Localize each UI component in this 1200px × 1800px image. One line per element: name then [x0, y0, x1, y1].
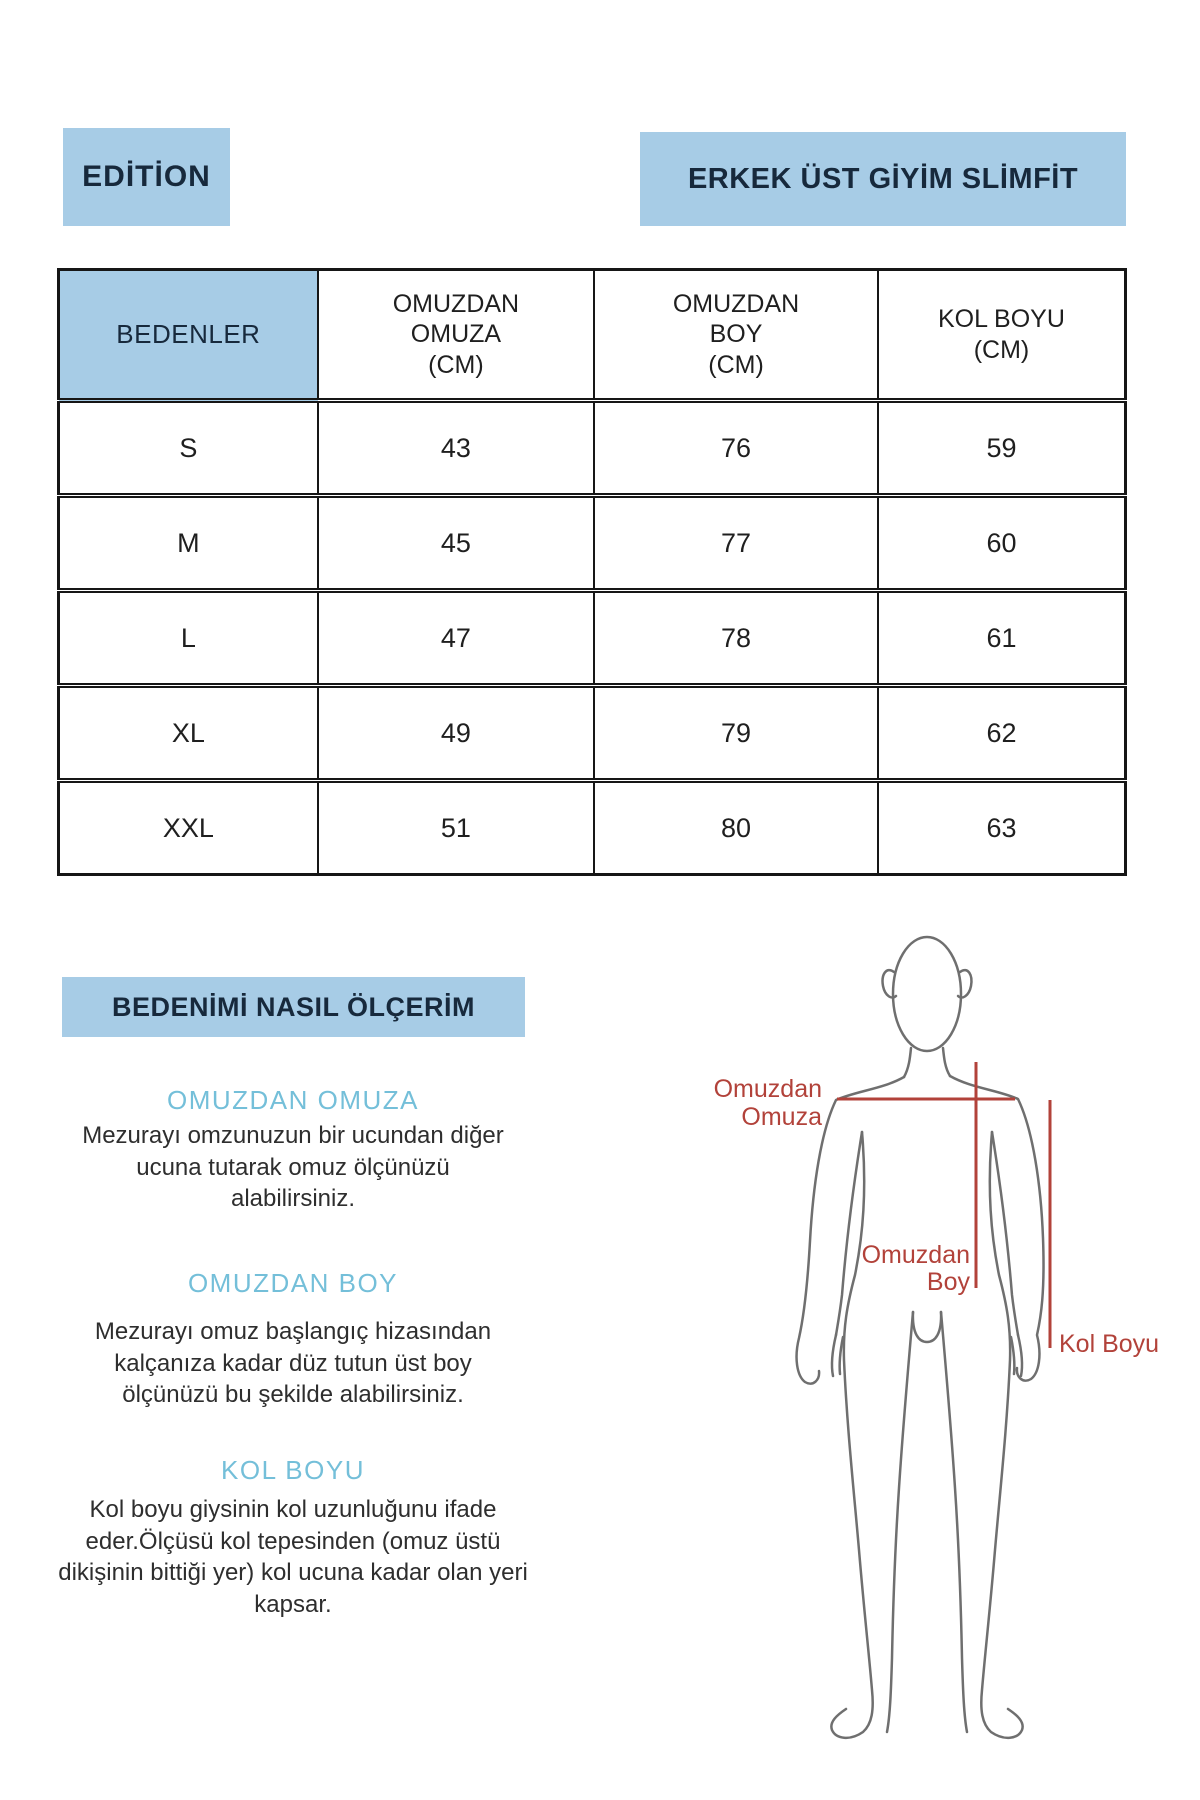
arm-cell: 63 — [878, 781, 1126, 875]
body-outline — [797, 937, 1044, 1738]
header-label: OMUZA — [410, 320, 502, 349]
size-cell: L — [59, 591, 318, 686]
column-header-bedenler — [59, 270, 318, 401]
right-inner-leg — [941, 1312, 967, 1732]
size-table-header-row — [59, 270, 1126, 401]
head-outline — [893, 937, 961, 1051]
shoulder-label-line1: Omuzdan — [713, 1075, 822, 1103]
shoulder-label-line2: Omuza — [741, 1103, 822, 1131]
right-hand-finger — [1018, 1335, 1022, 1376]
header-label: BOY — [709, 320, 763, 349]
shoulder-cell: 43 — [318, 401, 594, 496]
arm-length-label: Kol Boyu — [1059, 1330, 1160, 1358]
right-torso-leg-outline — [981, 1132, 1022, 1738]
length-label-line1: Omuzdan — [861, 1241, 970, 1269]
category-badge — [640, 132, 1126, 226]
length-cell: 79 — [594, 686, 878, 781]
length-cell: 76 — [594, 401, 878, 496]
section-body-omuzdan-omuza — [50, 1120, 536, 1215]
arm-cell: 61 — [878, 591, 1126, 686]
section-heading-omuzdan-boy: OMUZDAN BOY — [187, 1268, 399, 1298]
shoulder-cell: 49 — [318, 686, 594, 781]
size-cell: S — [59, 401, 318, 496]
arm-cell: 62 — [878, 686, 1126, 781]
length-cell: 77 — [594, 496, 878, 591]
brand-name: EDİTİON — [82, 160, 211, 193]
length-cell: 80 — [594, 781, 878, 875]
section-body-text: Kol boyu giysinin kol uzunluğunu ifade eder.Ölçüsü kol tepesinden (omuz üstü dikişinin bittiği yer) kol ucuna kadar olan yeri kapsar. — [58, 1496, 528, 1619]
table-row-s — [59, 401, 1126, 496]
column-header-omuzdan-omuza — [318, 270, 594, 401]
brand-badge — [63, 128, 230, 226]
crotch-outline — [913, 1312, 941, 1342]
left-torso-leg-outline — [831, 1132, 872, 1738]
shoulder-cell: 51 — [318, 781, 594, 875]
neck-left — [904, 1048, 911, 1077]
left-hand-finger — [832, 1335, 836, 1376]
size-cell: XXL — [59, 781, 318, 875]
size-table — [57, 268, 1127, 876]
table-row-xl — [59, 686, 1126, 781]
header-label: OMUZDAN — [672, 289, 800, 318]
header-label: KOL BOYU — [938, 305, 1065, 333]
column-header-kol-boyu — [878, 270, 1126, 401]
header-unit: (CM) — [708, 350, 764, 379]
section-heading-omuzdan-omuza: OMUZDAN OMUZA — [166, 1085, 420, 1115]
category-title: ERKEK ÜST GİYİM SLİMFİT — [687, 162, 1079, 195]
left-hand-finger — [840, 1337, 843, 1374]
neck-right — [943, 1048, 950, 1076]
table-row-l — [59, 591, 1126, 686]
shoulder-cell: 45 — [318, 496, 594, 591]
length-label-line2: Boy — [926, 1268, 970, 1296]
right-hand-finger — [1011, 1337, 1014, 1374]
measure-guide-title-badge — [62, 977, 525, 1037]
arm-cell: 59 — [878, 401, 1126, 496]
section-body-text: Mezurayı omuz başlangıç hizasından kalçanıza kadar düz tutun üst boy ölçünüzü bu şekilde alabilirsiniz. — [94, 1318, 492, 1409]
left-inner-leg — [887, 1312, 913, 1732]
section-body-kol-boyu — [50, 1494, 536, 1621]
arm-cell: 60 — [878, 496, 1126, 591]
size-cell: XL — [59, 686, 318, 781]
column-header-omuzdan-boy — [594, 270, 878, 401]
section-body-text: Mezurayı omzunuzun bir ucundan diğer ucuna tutarak omuz ölçünüzü alabilirsiniz. — [82, 1122, 504, 1213]
header-label: OMUZDAN — [392, 289, 520, 318]
length-cell: 78 — [594, 591, 878, 686]
header-unit: (CM) — [428, 350, 484, 379]
section-body-omuzdan-boy — [50, 1316, 536, 1411]
header-unit: (CM) — [973, 335, 1030, 364]
table-row-m — [59, 496, 1126, 591]
measure-guide-title: BEDENİMİ NASIL ÖLÇERİM — [111, 991, 475, 1022]
mannequin-figure — [600, 790, 1200, 1800]
right-arm-outline — [950, 1076, 1044, 1381]
section-heading-kol-boyu: KOL BOYU — [221, 1455, 365, 1485]
header-label: BEDENLER — [116, 318, 261, 349]
size-cell: M — [59, 496, 318, 591]
measurement-diagram — [600, 790, 1200, 1800]
shoulder-cell: 47 — [318, 591, 594, 686]
